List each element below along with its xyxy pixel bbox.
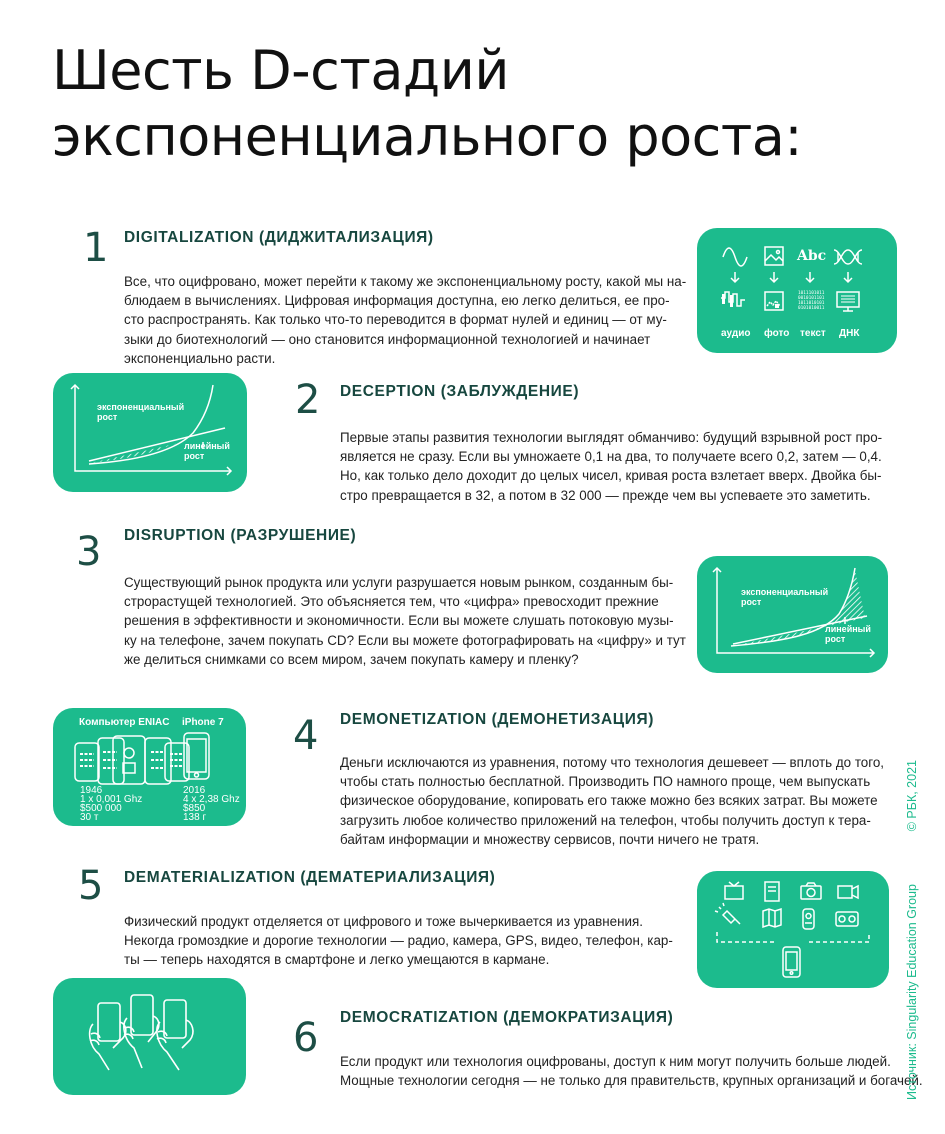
label-audio: аудио bbox=[721, 328, 751, 339]
stage-5-text bbox=[124, 912, 673, 970]
digitalization-illustration bbox=[697, 228, 897, 353]
stage-1-line: экспоненциально расти. bbox=[124, 350, 276, 366]
label-dna: ДНК bbox=[839, 328, 860, 339]
iphone-title: iPhone 7 bbox=[182, 717, 224, 728]
arrow-down-icons bbox=[731, 272, 852, 282]
page-title-line-2: экспоненциального роста: bbox=[52, 105, 803, 168]
stage-5-line: Некогда громоздкие и дорогие технологии — радио, камера, GPS, видео, телефон, кар- bbox=[124, 933, 673, 949]
democratization-illustration bbox=[53, 978, 246, 1095]
stage-2-number: 2 bbox=[295, 377, 321, 423]
label-text: текст bbox=[800, 328, 826, 339]
exponential-label: экспоненциальный рост bbox=[741, 587, 829, 607]
exponential-label: экспоненциальный рост bbox=[97, 402, 185, 422]
text-sample: Abc bbox=[797, 248, 827, 264]
dematerialization-illustration bbox=[697, 871, 889, 988]
stage-3-line: Существующий рынок продукта или услуги разрушается новым рынком, созданным бы- bbox=[124, 575, 674, 590]
page-title bbox=[52, 38, 802, 170]
stage-1-number: 1 bbox=[83, 225, 109, 271]
radio-icon bbox=[765, 882, 779, 901]
binary-code: 1011101011 0010101101 1011010101 0101010011 bbox=[798, 291, 825, 311]
gps-icon bbox=[803, 909, 814, 929]
linear-label: линейный рост bbox=[825, 624, 871, 644]
stage-6-heading: DEMOCRATIZATION (ДЕМОКРАТИЗАЦИЯ) bbox=[340, 1009, 674, 1026]
iphone-icon bbox=[184, 733, 209, 779]
copyright-text: © РБК, 2021 bbox=[905, 760, 919, 832]
stage-6-line: Мощные технологии сегодня — не только для правительств, крупных организаций и богачей. bbox=[340, 1073, 923, 1089]
stage-3-text bbox=[124, 573, 686, 669]
stage-3-number: 3 bbox=[76, 529, 102, 575]
hand-holding-phone-icon bbox=[157, 1000, 193, 1070]
hand-holding-phone-icon bbox=[90, 1003, 126, 1070]
stage-6-number: 6 bbox=[293, 1015, 319, 1061]
flashlight-icon bbox=[715, 903, 740, 924]
source-text: Источник: Singularity Education Group bbox=[905, 884, 919, 1100]
disruption-growth-chart bbox=[697, 556, 888, 673]
stage-2-line: Первые этапы развития технологии выглядят обманчиво: будущий взрывной рост про- bbox=[340, 430, 883, 445]
stage-4-line: загрузить любое количество приложений на телефон, чтобы получить доступ к тера- bbox=[340, 812, 871, 828]
audio-wave-icon bbox=[723, 248, 747, 266]
hand-holding-phone-icon bbox=[124, 995, 159, 1068]
iphone-specs: 2016 4 x 2,38 Ghz $850 138 г bbox=[183, 785, 240, 823]
stage-3-heading: DISRUPTION (РАЗРУШЕНИЕ) bbox=[124, 527, 357, 544]
stage-5-heading: DEMATERIALIZATION (ДЕМАТЕРИАЛИЗАЦИЯ) bbox=[124, 869, 496, 886]
stage-1-line: блюдаем в вычислениях. Цифровая информация доступна, ею легко делиться, ее про- bbox=[124, 293, 670, 309]
linear-label: линейный рост bbox=[184, 441, 230, 461]
stage-1-heading: DIGITALIZATION (ДИДЖИТАЛИЗАЦИЯ) bbox=[124, 229, 434, 246]
smartphone-icon bbox=[783, 947, 800, 977]
stage-1-line: Все, что оцифровано, может перейти к такому же экспоненциальному росту, какой мы на- bbox=[124, 274, 687, 289]
digital-photo-icon bbox=[765, 292, 783, 310]
map-icon bbox=[763, 909, 781, 927]
stage-2-line: стро превращается в 32, а потом в 32 000 — прежде чем вы успеваете это заметить. bbox=[340, 487, 871, 503]
stage-6-text bbox=[340, 1052, 923, 1090]
eniac-specs: 1946 1 x 0,001 Ghz $500 000 30 т bbox=[80, 785, 143, 823]
stage-2-heading: DECEPTION (ЗАБЛУЖДЕНИЕ) bbox=[340, 383, 580, 400]
eniac-computer-icon bbox=[75, 736, 189, 784]
stage-5-number: 5 bbox=[78, 863, 104, 909]
stage-5-line: Физический продукт отделяется от цифрового и тоже вычеркивается из уравнения. bbox=[124, 914, 643, 929]
label-photo: фото bbox=[764, 328, 790, 339]
tv-icon bbox=[725, 882, 743, 899]
dna-icon bbox=[834, 250, 862, 264]
stage-2-text bbox=[340, 428, 882, 505]
stage-3-line: же делиться снимками со всем миром, зачем покупать камеру и пленку? bbox=[124, 651, 579, 667]
stage-4-heading: DEMONETIZATION (ДЕМОНЕТИЗАЦИЯ) bbox=[340, 711, 654, 728]
stage-3-line: решения в эффективности и экономичности. Если вы можете слушать потоковую музы- bbox=[124, 613, 674, 629]
stage-2-line: Но, как только дело доходит до целых чисел, кривая роста взлетает вверх. Двойка бы- bbox=[340, 468, 882, 484]
chart-axes bbox=[71, 385, 231, 475]
stage-5-line: ты — теперь находятся в смартфоне и легко умещаются в кармане. bbox=[124, 952, 550, 968]
stage-4-text bbox=[340, 753, 884, 849]
stage-1-line: сто распространять. Как только что-то переводится в формат нулей и единиц — от му- bbox=[124, 312, 667, 328]
stage-4-line: чтобы стать полностью бесплатной. Производить ПО намного проще, чем выпускать bbox=[340, 774, 871, 790]
tape-recorder-icon bbox=[836, 912, 858, 926]
source-credit bbox=[905, 760, 919, 1100]
computer-dna-icon bbox=[837, 292, 859, 311]
stage-4-number: 4 bbox=[293, 713, 319, 759]
stage-4-line: байтам информации и множеству сервисов, почти ничего не тратя. bbox=[340, 831, 760, 847]
stage-3-line: ку на телефоне, зачем покупать CD? Если вы можете фотографировать на «цифру» и тут bbox=[124, 632, 686, 648]
stage-4-line: физическое оборудование, копировать его также можно без всяких затрат. Вы можете bbox=[340, 793, 878, 809]
stage-6-line: Если продукт или технология оцифрованы, доступ к ним могут получить больше людей. bbox=[340, 1054, 891, 1069]
video-camera-icon bbox=[838, 886, 858, 898]
photo-icon bbox=[765, 247, 783, 265]
eniac-title: Компьютер ENIAC bbox=[79, 717, 170, 728]
deception-growth-chart bbox=[53, 373, 247, 492]
page-title-line-1: Шесть D-стадий bbox=[52, 39, 509, 102]
dashed-bracket bbox=[717, 932, 869, 942]
stage-1-text bbox=[124, 272, 686, 368]
area-between-curves bbox=[91, 443, 179, 463]
camera-icon bbox=[801, 883, 821, 899]
stage-2-line: является не сразу. Если вы умножаете 0,1 на два, то получаете всего 0,2, затем — 0,4. bbox=[340, 449, 882, 465]
digital-audio-icon bbox=[721, 292, 745, 307]
stage-1-line: зыки до биотехнологий — оно становится информационной технологией и начинает bbox=[124, 331, 651, 347]
eniac-vs-iphone-comparison bbox=[53, 708, 246, 826]
stage-4-line: Деньги исключаются из уравнения, потому что технология дешевеет — вплоть до того, bbox=[340, 755, 885, 770]
stage-3-line: строрастущей технологией. Это объясняется тем, что «цифра» превосходит прежние bbox=[124, 594, 659, 610]
